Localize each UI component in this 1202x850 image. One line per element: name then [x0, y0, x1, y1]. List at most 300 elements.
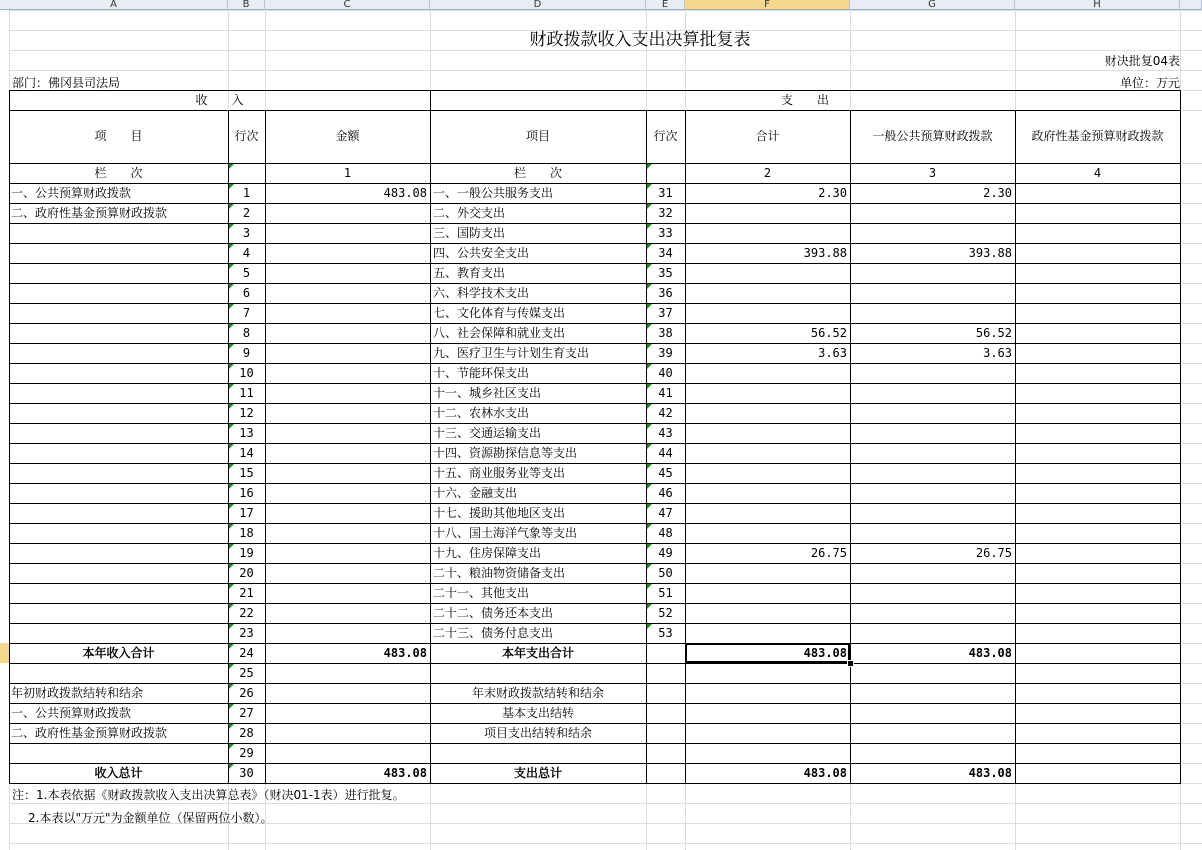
row-19-general-budget[interactable]: 26.75: [975, 546, 1012, 560]
cell-indicator: [647, 324, 652, 329]
cell-indicator: [229, 564, 234, 569]
row-19-expense-line-no: 49: [658, 546, 673, 560]
row-15-general-budget[interactable]: [850, 463, 1012, 483]
row-15-income-amount[interactable]: [265, 463, 427, 483]
row-14-expense-item: 十四、资源勘探信息等支出: [433, 446, 578, 460]
row-15-expense-total[interactable]: [685, 463, 847, 483]
row-29-expense-line-no: [646, 743, 685, 763]
row-9-income-amount[interactable]: [265, 343, 427, 363]
cell-indicator: [647, 284, 652, 289]
row-29-income-item: [11, 743, 226, 763]
row-4-gov-fund[interactable]: [1015, 243, 1177, 263]
row-24-expense-line-no: [646, 643, 685, 663]
row-20-line-no: 20: [239, 566, 254, 580]
row-30-income-amount[interactable]: 483.08: [383, 766, 427, 780]
row-16-income-item: [11, 483, 226, 503]
row-11-income-item: [11, 383, 226, 403]
row-3-line-no: 3: [242, 226, 251, 240]
row-28-gov-fund[interactable]: [1015, 723, 1177, 743]
row-20-expense-total[interactable]: [685, 563, 847, 583]
row-4-expense-line-no: 34: [658, 246, 673, 260]
row-10-expense-item: 十、节能环保支出: [433, 366, 530, 380]
row-27-income-amount[interactable]: [265, 703, 427, 723]
row-24-income-amount[interactable]: 483.08: [383, 646, 427, 660]
header-exp-line-no: 行次: [653, 129, 678, 143]
row-2-expense-item: 二、外交支出: [433, 206, 506, 220]
exp-column-label: 栏 次: [513, 166, 562, 180]
row-1-income-item: 一、公共预算财政拨款: [11, 186, 132, 200]
row-26-expense-total[interactable]: [685, 683, 847, 703]
row-3-expense-item: 三、国防支出: [433, 226, 506, 240]
row-28-income-amount[interactable]: [265, 723, 427, 743]
row-9-expense-total[interactable]: 3.63: [818, 346, 847, 360]
row-19-line-no: 19: [239, 546, 254, 560]
row-5-expense-item: 五、教育支出: [433, 266, 506, 280]
row-21-line-no: 21: [239, 586, 254, 600]
row-25-general-budget[interactable]: [850, 663, 1012, 683]
row-18-general-budget[interactable]: [850, 523, 1012, 543]
row-4-expense-total[interactable]: 393.88: [803, 246, 847, 260]
cell-indicator: [647, 204, 652, 209]
row-26-income-amount[interactable]: [265, 683, 427, 703]
cell-indicator: [647, 224, 652, 229]
cell-indicator: [229, 544, 234, 549]
row-5-income-item: [11, 263, 226, 283]
row-26-line-no: 26: [239, 686, 254, 700]
row-16-gov-fund[interactable]: [1015, 483, 1177, 503]
row-23-line-no: 23: [239, 626, 254, 640]
row-10-general-budget[interactable]: [850, 363, 1012, 383]
row-22-expense-total[interactable]: [685, 603, 847, 623]
row-28-income-item: 二、政府性基金预算财政拨款: [11, 726, 168, 740]
row-12-general-budget[interactable]: [850, 403, 1012, 423]
row-24-expense-total[interactable]: 483.08: [803, 646, 847, 660]
row-13-income-item: [11, 423, 226, 443]
cell-indicator: [647, 384, 652, 389]
row-14-expense-total[interactable]: [685, 443, 847, 463]
row-21-expense-total[interactable]: [685, 583, 847, 603]
row-9-expense-line-no: 39: [658, 346, 673, 360]
row-17-expense-item: 十七、援助其他地区支出: [433, 506, 566, 520]
row-10-income-item: [11, 363, 226, 383]
row-18-income-amount[interactable]: [265, 523, 427, 543]
cell-indicator: [229, 504, 234, 509]
cell-indicator: [647, 604, 652, 609]
cell-indicator: [229, 244, 234, 249]
row-23-income-amount[interactable]: [265, 623, 427, 643]
row-13-income-amount[interactable]: [265, 423, 427, 443]
row-25-expense-item: [433, 663, 644, 683]
row-7-general-budget[interactable]: [850, 303, 1012, 323]
row-16-line-no: 16: [239, 486, 254, 500]
row-14-income-amount[interactable]: [265, 443, 427, 463]
column-header-e[interactable]: E: [646, 0, 685, 10]
row-24-gov-fund[interactable]: [1015, 643, 1177, 663]
row-5-expense-total[interactable]: [685, 263, 847, 283]
row-30-expense-line-no: [646, 763, 685, 783]
row-26-general-budget[interactable]: [850, 683, 1012, 703]
cell-indicator: [647, 544, 652, 549]
row-13-expense-item: 十三、交通运输支出: [433, 426, 542, 440]
row-30-general-budget[interactable]: 483.08: [968, 766, 1012, 780]
row-8-expense-total[interactable]: 56.52: [810, 326, 847, 340]
row-11-general-budget[interactable]: [850, 383, 1012, 403]
row-5-line-no: 5: [242, 266, 251, 280]
fill-handle[interactable]: [847, 660, 854, 667]
row-30-expense-item: 支出总计: [513, 766, 562, 780]
row-6-gov-fund[interactable]: [1015, 283, 1177, 303]
row-6-expense-line-no: 36: [658, 286, 673, 300]
column-header-d[interactable]: D: [430, 0, 646, 10]
row-14-gov-fund[interactable]: [1015, 443, 1177, 463]
row-12-expense-line-no: 42: [658, 406, 673, 420]
cell-indicator: [647, 424, 652, 429]
cell-indicator: [647, 404, 652, 409]
cell-border: [9, 783, 1180, 784]
row-3-gov-fund[interactable]: [1015, 223, 1177, 243]
row-28-general-budget[interactable]: [850, 723, 1012, 743]
row-25-income-item: [11, 663, 226, 683]
row-25-line-no: 25: [239, 666, 254, 680]
row-11-line-no: 11: [239, 386, 254, 400]
row-22-gov-fund[interactable]: [1015, 603, 1177, 623]
row-25-expense-line-no: [646, 663, 685, 683]
row-29-expense-total[interactable]: [685, 743, 847, 763]
row-28-line-no: 28: [239, 726, 254, 740]
row-25-expense-total[interactable]: [685, 663, 847, 683]
cell-indicator: [229, 404, 234, 409]
unit-label: 单位：万元: [1119, 76, 1180, 90]
header-item: 项 目: [94, 129, 143, 143]
row-23-expense-total[interactable]: [685, 623, 847, 643]
cell-indicator: [229, 464, 234, 469]
row-18-income-item: [11, 523, 226, 543]
row-10-line-no: 10: [239, 366, 254, 380]
row-3-expense-total[interactable]: [685, 223, 847, 243]
row-19-expense-item: 十九、住房保障支出: [433, 546, 542, 560]
row-26-gov-fund[interactable]: [1015, 683, 1177, 703]
row-22-income-item: [11, 603, 226, 623]
row-4-income-amount[interactable]: [265, 243, 427, 263]
row-18-line-no: 18: [239, 526, 254, 540]
row-13-line-no: 13: [239, 426, 254, 440]
row-1-expense-item: 一、一般公共服务支出: [433, 186, 554, 200]
row-29-gov-fund[interactable]: [1015, 743, 1177, 763]
row-16-expense-line-no: 46: [658, 486, 673, 500]
column-header-f[interactable]: F: [685, 0, 850, 10]
row-27-line-no: 27: [239, 706, 254, 720]
row-12-gov-fund[interactable]: [1015, 403, 1177, 423]
row-23-expense-item: 二十三、债务付息支出: [433, 626, 554, 640]
cell-indicator: [647, 304, 652, 309]
cell-indicator: [229, 524, 234, 529]
row-6-income-item: [11, 283, 226, 303]
row-19-expense-total[interactable]: 26.75: [810, 546, 847, 560]
row-header-selected[interactable]: [0, 643, 9, 663]
cell-indicator: [647, 524, 652, 529]
cell-indicator: [647, 464, 652, 469]
row-22-income-amount[interactable]: [265, 603, 427, 623]
header-total: 合计: [755, 129, 780, 143]
row-25-income-amount[interactable]: [265, 663, 427, 683]
row-13-expense-total[interactable]: [685, 423, 847, 443]
row-4-line-no: 4: [242, 246, 251, 260]
row-27-expense-line-no: [646, 703, 685, 723]
row-7-expense-total[interactable]: [685, 303, 847, 323]
row-27-expense-total[interactable]: [685, 703, 847, 723]
column-header-a[interactable]: A: [0, 0, 228, 10]
cell-indicator: [229, 224, 234, 229]
row-20-gov-fund[interactable]: [1015, 563, 1177, 583]
column-header-c[interactable]: C: [265, 0, 430, 10]
cell-indicator: [647, 364, 652, 369]
row-6-line-no: 6: [242, 286, 251, 300]
cell-indicator: [647, 444, 652, 449]
cell-indicator: [229, 324, 234, 329]
row-22-expense-line-no: 52: [658, 606, 673, 620]
cell-indicator: [647, 624, 652, 629]
row-6-expense-total[interactable]: [685, 283, 847, 303]
row-22-line-no: 22: [239, 606, 254, 620]
row-17-general-budget[interactable]: [850, 503, 1012, 523]
row-20-general-budget[interactable]: [850, 563, 1012, 583]
row-1-expense-line-no: 31: [658, 186, 673, 200]
row-11-expense-total[interactable]: [685, 383, 847, 403]
row-3-general-budget[interactable]: [850, 223, 1012, 243]
row-1-income-amount[interactable]: 483.08: [383, 186, 427, 200]
row-20-income-amount[interactable]: [265, 563, 427, 583]
row-4-income-item: [11, 243, 226, 263]
row-9-general-budget[interactable]: 3.63: [983, 346, 1012, 360]
row-23-income-item: [11, 623, 226, 643]
column-num-4: 4: [1093, 166, 1102, 180]
cell-indicator: [647, 184, 652, 189]
row-3-income-item: [11, 223, 226, 243]
cell-indicator: [229, 204, 234, 209]
row-24-line-no: 24: [239, 646, 254, 660]
row-8-gov-fund[interactable]: [1015, 323, 1177, 343]
cell-indicator: [229, 484, 234, 489]
cell-indicator: [647, 244, 652, 249]
cell-border: [1180, 90, 1181, 784]
column-header-g[interactable]: G: [850, 0, 1015, 10]
cell-indicator: [229, 184, 234, 189]
column-num-1: 1: [343, 166, 352, 180]
row-21-expense-line-no: 51: [658, 586, 673, 600]
row-13-gov-fund[interactable]: [1015, 423, 1177, 443]
row-11-income-amount[interactable]: [265, 383, 427, 403]
row-14-general-budget[interactable]: [850, 443, 1012, 463]
row-6-income-amount[interactable]: [265, 283, 427, 303]
row-12-income-item: [11, 403, 226, 423]
row-22-general-budget[interactable]: [850, 603, 1012, 623]
row-24-general-budget[interactable]: 483.08: [968, 646, 1012, 660]
row-4-general-budget[interactable]: 393.88: [968, 246, 1012, 260]
row-9-gov-fund[interactable]: [1015, 343, 1177, 363]
cell-indicator: [647, 504, 652, 509]
row-15-line-no: 15: [239, 466, 254, 480]
form-code: 财决批复04表: [1104, 54, 1180, 68]
row-4-expense-item: 四、公共安全支出: [433, 246, 530, 260]
row-8-expense-item: 八、社会保障和就业支出: [433, 326, 566, 340]
row-21-expense-item: 二十一、其他支出: [433, 586, 530, 600]
row-8-line-no: 8: [242, 326, 251, 340]
row-30-expense-total[interactable]: 483.08: [803, 766, 847, 780]
row-7-gov-fund[interactable]: [1015, 303, 1177, 323]
cell-indicator: [229, 284, 234, 289]
row-17-expense-total[interactable]: [685, 503, 847, 523]
row-5-expense-line-no: 35: [658, 266, 673, 280]
row-18-expense-total[interactable]: [685, 523, 847, 543]
row-27-income-item: 一、公共预算财政拨款: [11, 706, 132, 720]
row-16-expense-item: 十六、金融支出: [433, 486, 518, 500]
row-3-income-amount[interactable]: [265, 223, 427, 243]
cell-indicator: [229, 264, 234, 269]
row-29-line-no: 29: [239, 746, 254, 760]
cell-indicator: [229, 604, 234, 609]
cell-indicator: [647, 484, 652, 489]
row-9-expense-item: 九、医疗卫生与计划生育支出: [433, 346, 590, 360]
row-2-gov-fund[interactable]: [1015, 203, 1177, 223]
row-19-gov-fund[interactable]: [1015, 543, 1177, 563]
row-24-expense-item: 本年支出合计: [501, 646, 574, 660]
row-20-expense-item: 二十、粮油物资储备支出: [433, 566, 566, 580]
row-10-income-amount[interactable]: [265, 363, 427, 383]
row-7-expense-line-no: 37: [658, 306, 673, 320]
row-22-expense-item: 二十二、债务还本支出: [433, 606, 554, 620]
row-5-gov-fund[interactable]: [1015, 263, 1177, 283]
row-29-general-budget[interactable]: [850, 743, 1012, 763]
row-15-income-item: [11, 463, 226, 483]
row-30-gov-fund[interactable]: [1015, 763, 1177, 783]
row-8-income-amount[interactable]: [265, 323, 427, 343]
row-11-expense-item: 十一、城乡社区支出: [433, 386, 542, 400]
row-19-income-amount[interactable]: [265, 543, 427, 563]
cell-indicator: [229, 424, 234, 429]
row-2-line-no: 2: [242, 206, 251, 220]
column-header-h[interactable]: H: [1015, 0, 1180, 10]
row-5-income-amount[interactable]: [265, 263, 427, 283]
header-amount: 金额: [335, 129, 360, 143]
row-17-income-amount[interactable]: [265, 503, 427, 523]
row-15-expense-line-no: 45: [658, 466, 673, 480]
row-12-expense-total[interactable]: [685, 403, 847, 423]
cell-indicator: [229, 744, 234, 749]
column-label: 栏 次: [94, 166, 143, 180]
row-28-expense-total[interactable]: [685, 723, 847, 743]
cell-indicator: [229, 164, 234, 169]
row-2-income-amount[interactable]: [265, 203, 427, 223]
row-27-general-budget[interactable]: [850, 703, 1012, 723]
row-2-general-budget[interactable]: [850, 203, 1012, 223]
row-10-expense-total[interactable]: [685, 363, 847, 383]
row-8-general-budget[interactable]: 56.52: [975, 326, 1012, 340]
column-num-2: 2: [763, 166, 772, 180]
cell-indicator: [229, 644, 234, 649]
cell-indicator: [229, 364, 234, 369]
row-16-expense-total[interactable]: [685, 483, 847, 503]
row-27-gov-fund[interactable]: [1015, 703, 1177, 723]
cell-indicator: [647, 264, 652, 269]
row-1-line-no: 1: [242, 186, 251, 200]
row-8-income-item: [11, 323, 226, 343]
header-exp-item: 项目: [525, 129, 550, 143]
cell-border: [430, 90, 431, 784]
row-28-expense-item: 项目支出结转和结余: [483, 726, 592, 740]
row-23-general-budget[interactable]: [850, 623, 1012, 643]
row-15-gov-fund[interactable]: [1015, 463, 1177, 483]
row-7-expense-item: 七、文化体育与传媒支出: [433, 306, 566, 320]
row-17-income-item: [11, 503, 226, 523]
row-11-expense-line-no: 41: [658, 386, 673, 400]
cell-indicator: [229, 724, 234, 729]
active-cell-selection[interactable]: [685, 643, 850, 663]
cell-indicator: [647, 344, 652, 349]
row-28-expense-line-no: [646, 723, 685, 743]
row-7-income-item: [11, 303, 226, 323]
row-30-income-item: 收入总计: [94, 766, 143, 780]
cell-indicator: [647, 164, 652, 169]
cell-indicator: [229, 764, 234, 769]
row-24-income-item: 本年收入合计: [82, 646, 155, 660]
row-6-general-budget[interactable]: [850, 283, 1012, 303]
row-13-general-budget[interactable]: [850, 423, 1012, 443]
row-20-expense-line-no: 50: [658, 566, 673, 580]
row-5-general-budget[interactable]: [850, 263, 1012, 283]
row-1-expense-total[interactable]: 2.30: [818, 186, 847, 200]
row-21-income-item: [11, 583, 226, 603]
row-17-gov-fund[interactable]: [1015, 503, 1177, 523]
row-25-gov-fund[interactable]: [1015, 663, 1177, 683]
row-21-gov-fund[interactable]: [1015, 583, 1177, 603]
row-10-gov-fund[interactable]: [1015, 363, 1177, 383]
cell-indicator: [647, 584, 652, 589]
cell-indicator: [229, 684, 234, 689]
department-label: 部门：佛冈县司法局: [12, 76, 121, 90]
row-10-expense-line-no: 40: [658, 366, 673, 380]
row-12-income-amount[interactable]: [265, 403, 427, 423]
row-8-expense-line-no: 38: [658, 326, 673, 340]
row-2-expense-total[interactable]: [685, 203, 847, 223]
row-30-line-no: 30: [239, 766, 254, 780]
row-7-income-amount[interactable]: [265, 303, 427, 323]
row-16-income-amount[interactable]: [265, 483, 427, 503]
row-1-general-budget[interactable]: 2.30: [983, 186, 1012, 200]
row-12-line-no: 12: [239, 406, 254, 420]
row-11-gov-fund[interactable]: [1015, 383, 1177, 403]
cell-indicator: [229, 664, 234, 669]
row-18-expense-item: 十八、国土海洋气象等支出: [433, 526, 578, 540]
row-14-expense-line-no: 44: [658, 446, 673, 460]
row-2-expense-line-no: 32: [658, 206, 673, 220]
column-header-b[interactable]: B: [228, 0, 265, 10]
row-26-expense-item: 年末财政拨款结转和结余: [471, 686, 604, 700]
row-21-income-amount[interactable]: [265, 583, 427, 603]
row-17-line-no: 17: [239, 506, 254, 520]
row-18-expense-line-no: 48: [658, 526, 673, 540]
row-1-gov-fund[interactable]: [1015, 183, 1177, 203]
header-gov-fund: 政府性基金预算财政拨款: [1031, 129, 1164, 143]
cell-indicator: [229, 704, 234, 709]
row-16-general-budget[interactable]: [850, 483, 1012, 503]
row-21-general-budget[interactable]: [850, 583, 1012, 603]
row-18-gov-fund[interactable]: [1015, 523, 1177, 543]
row-23-expense-line-no: 53: [658, 626, 673, 640]
row-3-expense-line-no: 33: [658, 226, 673, 240]
row-29-income-amount[interactable]: [265, 743, 427, 763]
row-23-gov-fund[interactable]: [1015, 623, 1177, 643]
row-26-expense-line-no: [646, 683, 685, 703]
